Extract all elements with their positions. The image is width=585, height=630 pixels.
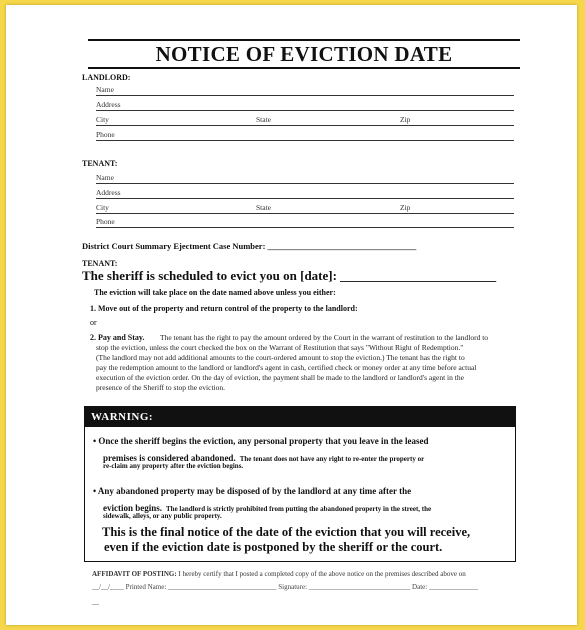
affidavit-line-1 <box>92 570 466 578</box>
tenant-label-2: TENANT: <box>82 259 118 268</box>
or-text: or <box>90 318 97 327</box>
landlord-state-label: State <box>256 115 271 124</box>
tenant-name-label: Name <box>96 173 114 182</box>
final-notice-line-2: even if the eviction date is postponed by the sheriff or the court. <box>104 540 443 554</box>
scheduled-date-line[interactable]: The sheriff is scheduled to evict you on [date]: ________________________ <box>82 268 497 283</box>
warning-bullet-2-small-2: sidewalk, alleys, or any public property. <box>103 512 222 520</box>
warning-heading: WARNING: <box>85 407 515 427</box>
warning-bullet-1-line-2: premises is considered abandoned. <box>103 453 236 463</box>
tenant-name-field[interactable] <box>96 173 514 184</box>
affidavit-text: I hereby certify that I posted a completed copy of the above notice on the premises described above on <box>178 570 466 578</box>
case-number-line[interactable]: District Court Summary Ejectment Case Number: ___________________________________ <box>82 241 417 251</box>
warning-bullet-2-small: The landlord is strictly prohibited from putting the abandoned property in the street, the <box>166 505 432 513</box>
document-page <box>6 5 577 625</box>
tenant-state-label: State <box>256 203 271 212</box>
option-2-title: 2. Pay and Stay. <box>90 333 145 342</box>
final-notice-line-1: This is the final notice of the date of the eviction that you will receive, <box>102 525 471 539</box>
warning-bullet-2-line-2: eviction begins. <box>103 503 163 513</box>
landlord-label: LANDLORD: <box>82 73 131 82</box>
eviction-place-text: The eviction will take place on the date named above unless you either: <box>94 288 336 297</box>
affidavit-line-2[interactable]: __/__/____ Printed Name: _______________________________ Signature: _____________________________ Date: ______________ <box>92 583 478 591</box>
page-title: NOTICE OF EVICTION DATE <box>155 42 453 66</box>
landlord-address-field[interactable] <box>96 100 514 111</box>
title-rule-top <box>88 39 520 41</box>
warning-bullet-2-line-1: • Any abandoned property may be disposed of by the landlord at any time after the <box>93 486 412 496</box>
option-2-line-3: pay the redemption amount to the landlord or landlord's agent in cash, certified check or money order at any time before actual <box>96 363 477 372</box>
tenant-city-field[interactable] <box>96 203 514 214</box>
tenant-zip-label: Zip <box>400 203 411 212</box>
affidavit-line-3: __ <box>92 598 99 606</box>
warning-bullet-1-small: The tenant does not have any right to re-enter the property or <box>239 455 425 463</box>
option-2-line-0: The tenant has the right to pay the amount ordered by the Court in the warrant of restitution to the landlord to <box>160 333 489 342</box>
landlord-address-label: Address <box>96 100 121 109</box>
landlord-name-label: Name <box>96 85 114 94</box>
tenant-address-label: Address <box>96 188 121 197</box>
landlord-city-field[interactable] <box>96 115 514 126</box>
landlord-phone-field[interactable] <box>96 130 514 141</box>
landlord-phone-label: Phone <box>96 130 115 139</box>
landlord-city-label: City <box>96 115 109 124</box>
title-rule-bottom <box>88 67 520 69</box>
option-2-line-2: (The landlord may not add additional amounts to the court-ordered amount to stop the eviction.) The tenant has the right to <box>96 353 465 362</box>
final-notice <box>102 525 507 555</box>
affidavit-label: AFFIDAVIT OF POSTING: <box>92 570 177 578</box>
warning-bullet-1-small-2: re-claim any property after the eviction begins. <box>103 462 244 470</box>
tenant-phone-field[interactable] <box>96 217 514 228</box>
option-1-text: 1. Move out of the property and return control of the property to the landlord: <box>90 304 358 313</box>
warning-bullet-1-line-1: • Once the sheriff begins the eviction, any personal property that you leave in the leased <box>93 436 429 446</box>
landlord-name-field[interactable] <box>96 85 514 96</box>
tenant-address-field[interactable] <box>96 188 514 199</box>
option-2-line-4: execution of the eviction order. On the day of eviction, the payment shall be made to the landlord or landlord's agent in the <box>96 373 464 382</box>
option-2-line-5: presence of the Sheriff to stop the eviction. <box>96 383 225 392</box>
tenant-label: TENANT: <box>82 159 118 168</box>
tenant-city-label: City <box>96 203 109 212</box>
landlord-zip-label: Zip <box>400 115 411 124</box>
option-2-line-1: stop the eviction, unless the court checked the box on the Warrant of Restitution that says "Without Right of Redemption." <box>96 343 464 352</box>
tenant-phone-label: Phone <box>96 217 115 226</box>
